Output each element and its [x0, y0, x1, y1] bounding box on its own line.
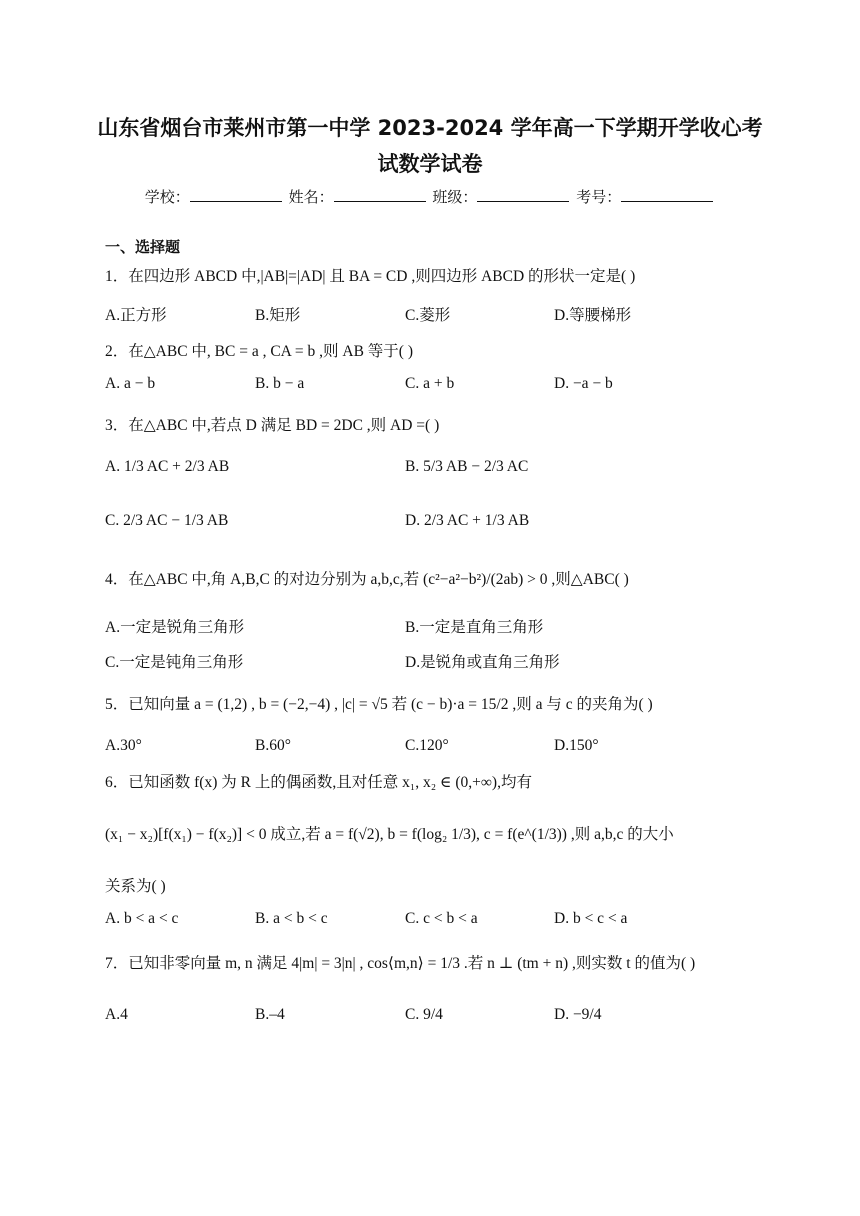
q6-option-c: C. c < b < a — [405, 910, 478, 927]
school-label: 学校： — [144, 188, 190, 206]
q3-option-d: D. 2/3 AC + 1/3 AB — [405, 512, 530, 529]
section-heading: 一、选择题 — [105, 238, 181, 256]
exam-number-label: 考号： — [576, 188, 622, 206]
q2-option-a: A. a − b — [105, 375, 156, 392]
question-4-stem: 4．在△ABC 中,角 A,B,C 的对边分别为 a,b,c,若 (c²−a²−b²)/(2ab) > 0 ,则△ABC( ) — [105, 571, 629, 588]
q1-option-d: D.等腰梯形 — [554, 307, 632, 324]
q2-option-c: C. a + b — [405, 375, 455, 392]
question-7-stem: 7．已知非零向量 m, n 满足 4|m| = 3|n| , cos⟨m,n⟩ = 1/3 .若 n ⊥ (tm + n) ,则实数 t 的值为( ) — [105, 955, 696, 972]
question-5-stem: 5．已知向量 a = (1,2) , b = (−2,−4) , |c| = √5 若 (c − b)·a = 15/2 ,则 a 与 c 的夹角为( ) — [105, 696, 653, 713]
q3-option-a: A. 1/3 AC + 2/3 AB — [105, 458, 230, 475]
student-info-row — [0, 186, 860, 207]
name-blank — [334, 187, 426, 202]
q4-option-b: B.一定是直角三角形 — [405, 619, 544, 636]
question-1-stem: 1．在四边形 ABCD 中,|AB|=|AD| 且 BA = CD ,则四边形 ABCD 的形状一定是( ) — [105, 268, 636, 285]
question-3-stem: 3．在△ABC 中,若点 D 满足 BD = 2DC ,则 AD =( ) — [105, 417, 440, 434]
q5-option-c: C.120° — [405, 737, 449, 754]
name-label: 姓名： — [288, 188, 334, 206]
document-title-line-1: 山东省烟台市莱州市第一中学 2023-2024 学年高一下学期开学收心考 — [97, 116, 763, 140]
q1-option-b: B.矩形 — [255, 307, 301, 324]
q5-option-a: A.30° — [105, 737, 142, 754]
class-blank — [477, 187, 569, 202]
question-2-stem: 2．在△ABC 中, BC = a , CA = b ,则 AB 等于( ) — [105, 343, 413, 360]
q4-option-d: D.是锐角或直角三角形 — [405, 654, 560, 671]
question-6-stem-line-3: 关系为( ) — [105, 878, 166, 895]
q2-option-b: B. b − a — [255, 375, 305, 392]
question-6-stem-line-1: 6．已知函数 f(x) 为 R 上的偶函数,且对任意 x₁, x₂ ∈ (0,+∞),均有 — [105, 774, 532, 791]
q3-option-b: B. 5/3 AB − 2/3 AC — [405, 458, 529, 475]
q2-option-d: D. −a − b — [554, 375, 613, 392]
q6-option-a: A. b < a < c — [105, 910, 179, 927]
q7-option-b: B.–4 — [255, 1006, 285, 1023]
q1-option-a: A.正方形 — [105, 307, 167, 324]
document-title-line-2: 试数学试卷 — [377, 152, 483, 176]
q1-option-c: C.菱形 — [405, 307, 451, 324]
q4-option-c: C.一定是钝角三角形 — [105, 654, 244, 671]
school-blank — [190, 187, 282, 202]
q5-option-d: D.150° — [554, 737, 599, 754]
q6-option-d: D. b < c < a — [554, 910, 628, 927]
q7-option-d: D. −9/4 — [554, 1006, 602, 1023]
q5-option-b: B.60° — [255, 737, 291, 754]
q6-option-b: B. a < b < c — [255, 910, 328, 927]
question-6-stem-line-2: (x₁ − x₂)[f(x₁) − f(x₂)] < 0 成立,若 a = f(√2), b = f(log₂ 1/3), c = f(e^(1/3)) ,则 a,b,c 的大小 — [105, 826, 674, 843]
q7-option-a: A.4 — [105, 1006, 128, 1023]
exam-number-blank — [621, 187, 713, 202]
q4-option-a: A.一定是锐角三角形 — [105, 619, 245, 636]
class-label: 班级： — [432, 188, 478, 206]
q7-option-c: C. 9/4 — [405, 1006, 443, 1023]
q3-option-c: C. 2/3 AC − 1/3 AB — [105, 512, 229, 529]
